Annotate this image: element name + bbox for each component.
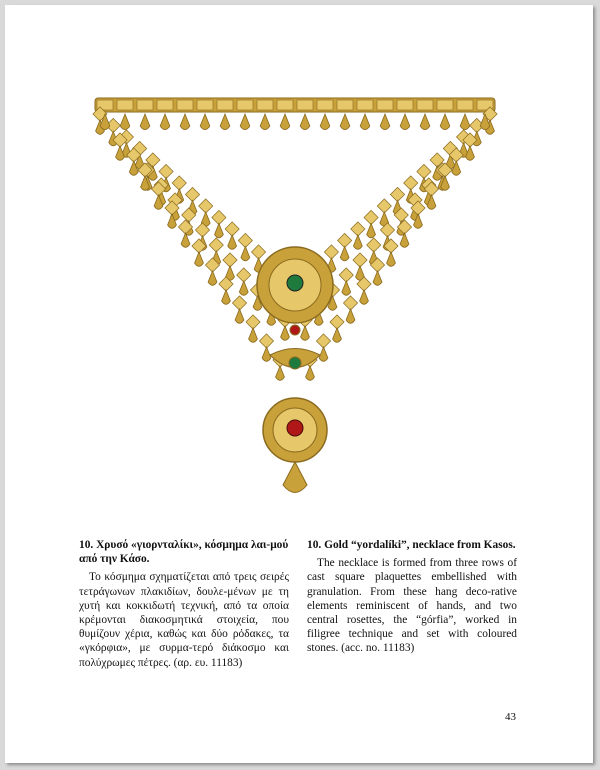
english-caption-body: The necklace is formed from three rows of cast square plaquettes embellished with granulation. From these hang deco-rative elements reminiscent of hands, and two central rosettes, the “górfia”, worked in filigree technique and set with coloured stones. (acc. no. 11183) bbox=[307, 557, 517, 655]
hand-pendant bbox=[180, 114, 190, 130]
bottom-pendant bbox=[283, 462, 307, 493]
hand-pendant bbox=[260, 114, 270, 130]
hand-pendant bbox=[276, 366, 285, 380]
hand-pendant bbox=[220, 114, 230, 130]
plaquette bbox=[237, 100, 253, 110]
hand-pendant bbox=[342, 281, 351, 295]
hand-pendant bbox=[208, 271, 217, 285]
hand-pendant bbox=[400, 114, 410, 130]
hand-pendant bbox=[320, 114, 330, 130]
green-stone bbox=[287, 275, 303, 291]
hand-pendant bbox=[387, 252, 396, 266]
necklace-top-band bbox=[95, 98, 495, 112]
red-stone bbox=[287, 420, 303, 436]
hand-pendant bbox=[340, 114, 350, 130]
hand-pendant bbox=[340, 247, 349, 261]
plaquette bbox=[357, 100, 373, 110]
hand-pendant bbox=[319, 347, 328, 361]
hand-pendant bbox=[333, 328, 342, 342]
red-stone bbox=[290, 325, 300, 335]
hand-pendant bbox=[140, 114, 150, 130]
hand-pendant bbox=[262, 347, 271, 361]
plaquette bbox=[197, 100, 213, 110]
plaquette bbox=[177, 100, 193, 110]
hand-pendant bbox=[239, 281, 248, 295]
plaquette bbox=[457, 100, 473, 110]
hand-pendant bbox=[460, 114, 470, 130]
hand-pendant bbox=[346, 309, 355, 323]
plaquette bbox=[277, 100, 293, 110]
document-page bbox=[5, 5, 593, 763]
plaquette bbox=[377, 100, 393, 110]
hand-pendant bbox=[215, 224, 224, 238]
plaquette bbox=[397, 100, 413, 110]
hand-pendant bbox=[241, 247, 250, 261]
hand-pendant bbox=[420, 114, 430, 130]
hand-pendant bbox=[306, 366, 315, 380]
hand-pendant bbox=[195, 252, 204, 266]
plaquette bbox=[317, 100, 333, 110]
hand-pendant bbox=[240, 114, 250, 130]
english-caption bbox=[307, 538, 517, 656]
hand-pendant bbox=[440, 114, 450, 130]
plaquette bbox=[437, 100, 453, 110]
hand-pendant bbox=[380, 114, 390, 130]
plaquette bbox=[137, 100, 153, 110]
hand-pendant bbox=[373, 271, 382, 285]
english-caption-heading: 10. Gold “yordalíki”, necklace from Kasos. bbox=[307, 539, 516, 551]
hand-pendant bbox=[360, 290, 369, 304]
plaquette bbox=[337, 100, 353, 110]
necklace-photograph bbox=[75, 80, 515, 510]
hand-pendant bbox=[367, 224, 376, 238]
plaquette bbox=[417, 100, 433, 110]
hand-pendant bbox=[300, 114, 310, 130]
hand-pendant bbox=[235, 309, 244, 323]
greek-caption-body: Το κόσμημα σχηματίζεται από τρεις σειρές τετράγωνων πλακιδίων, δουλε-μένων με τη χυτή και κοκκιδωτή τεχνική, από τα οποία κρέμονται διακοσμητικά στοιχεία, που θυμίζουν χέρια, καθώς και δύο ρόδακες, τα «γκόρφια», με συρμα-τερό διάκοσμο και πολύχρωμες πέτρες. (αρ. ευ. 11183) bbox=[79, 571, 289, 669]
green-stone bbox=[289, 357, 301, 369]
plaquette bbox=[257, 100, 273, 110]
page-number: 43 bbox=[505, 711, 516, 723]
plaquette bbox=[217, 100, 233, 110]
hand-pendant bbox=[160, 114, 170, 130]
hand-pendant bbox=[228, 235, 237, 249]
hand-pendant bbox=[200, 114, 210, 130]
plaquette bbox=[117, 100, 133, 110]
greek-caption-heading: 10. Χρυσό «γιορνταλίκι», κόσμημα λαι-μού από την Κάσο. bbox=[79, 539, 289, 566]
hand-pendant bbox=[466, 146, 475, 160]
hand-pendant bbox=[301, 326, 310, 340]
hand-pendant bbox=[222, 290, 231, 304]
hand-pendant bbox=[280, 114, 290, 130]
hand-pendant bbox=[353, 235, 362, 249]
plaquette bbox=[297, 100, 313, 110]
hand-pendant bbox=[120, 114, 130, 130]
hand-pendant bbox=[360, 114, 370, 130]
plaquette bbox=[157, 100, 173, 110]
hand-pendant bbox=[281, 326, 290, 340]
hand-pendant bbox=[249, 328, 258, 342]
necklace-illustration bbox=[75, 80, 515, 510]
hand-pendant bbox=[116, 146, 125, 160]
greek-caption bbox=[79, 538, 289, 670]
